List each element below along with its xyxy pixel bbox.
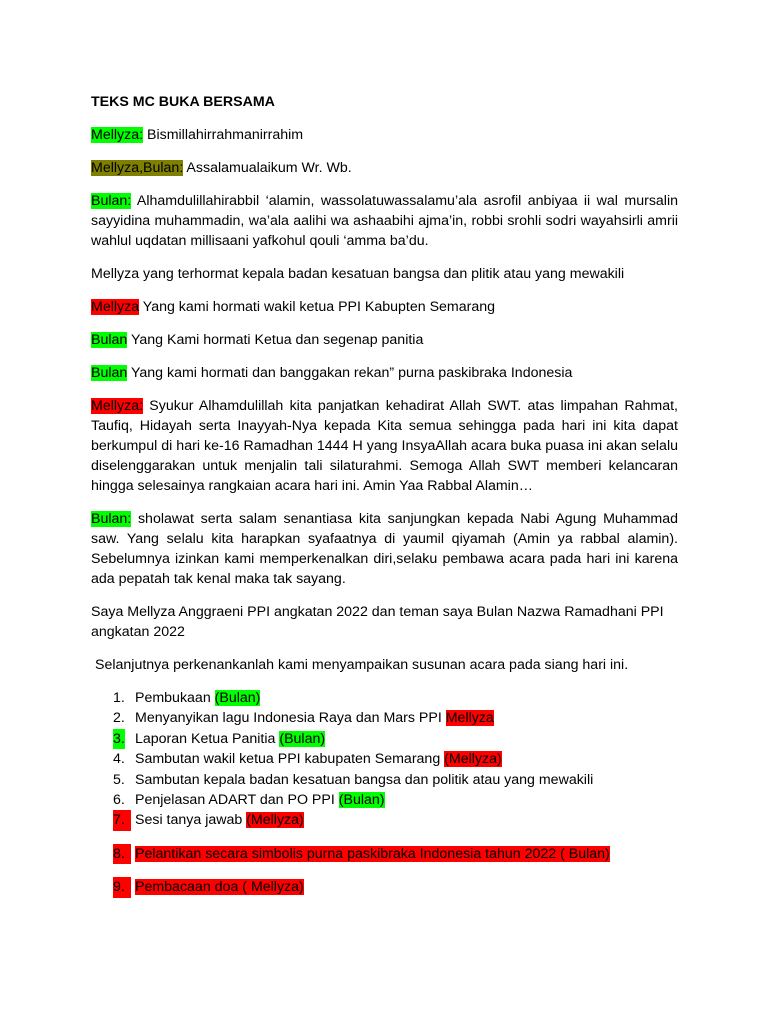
agenda-item xyxy=(91,749,678,769)
agenda-list xyxy=(91,688,678,898)
agenda-number: 3. xyxy=(113,729,125,749)
speaker-label: Bulan: xyxy=(91,511,132,527)
paragraph-sholawat xyxy=(91,509,678,589)
paragraph-text: Yang kami hormati dan banggakan rekan” purna paskibraka Indonesia xyxy=(127,365,573,381)
agenda-speaker-tag: (Mellyza) xyxy=(444,751,502,768)
paragraph-text: Assalamualaikum Wr. Wb. xyxy=(183,160,352,176)
agenda-number: 2. xyxy=(113,710,125,727)
agenda-item xyxy=(91,810,678,830)
document-title: TEKS MC BUKA BERSAMA xyxy=(91,94,275,110)
paragraph-introduction xyxy=(91,602,678,642)
paragraph-honor-2 xyxy=(91,297,678,317)
agenda-text: Pembukaan xyxy=(135,690,215,706)
speaker-label: Bulan xyxy=(91,332,128,348)
agenda-number: 7. xyxy=(113,810,131,830)
paragraph-text: Saya Mellyza Anggraeni PPI angkatan 2022 dan teman saya Bulan Nazwa Ramadhani PPI angkatan 2022 xyxy=(91,604,664,640)
agenda-number: 6. xyxy=(113,792,125,809)
speaker-label: Mellyza: xyxy=(91,127,144,143)
speaker-label: Mellyza: xyxy=(91,398,144,414)
speaker-label: Mellyza,Bulan: xyxy=(91,160,184,176)
agenda-text: Penjelasan ADART dan PO PPI xyxy=(135,792,339,809)
agenda-speaker-tag: (Mellyza) xyxy=(246,812,304,829)
agenda-text: Sesi tanya jawab xyxy=(135,812,247,829)
paragraph-text: sholawat serta salam senantiasa kita sanjungkan kepada Nabi Agung Muhammad saw. Yang selalu kita harapkan syafaatnya di yaumil qiyamah (Amin ya rabbal alamin). Sebelumnya izinkan kami memperkenalkan diri,selaku pembawa acara pada hari ini karena ada pepatah tak kenal maka tak sayang. xyxy=(91,511,678,587)
agenda-item xyxy=(91,688,678,708)
paragraph-greeting xyxy=(91,158,678,178)
agenda-item xyxy=(91,729,678,749)
agenda-item xyxy=(91,877,678,897)
paragraph-text: Syukur Alhamdulillah kita panjatkan kehadirat Allah SWT. atas limpahan Rahmat, Taufiq, Hidayah serta Inayyah-Nya kepada Kita semua sehingga pada hari ini kita dapat berkumpul di hari ke-16 Ramadhan 1444 H yang InsyaAllah acara buka puasa ini akan selalu diselenggarakan untuk menjalin tali silaturahmi. Semoga Allah SWT memberi kelancaran hingga selesainya rangkaian acara hari ini. Amin Yaa Rabbal Alamin… xyxy=(91,398,678,494)
agenda-number: 1. xyxy=(113,690,125,706)
paragraph-text: Mellyza yang terhormat kepala badan kesatuan bangsa dan plitik atau yang mewakili xyxy=(91,266,625,282)
agenda-text: Pembacaan doa ( Mellyza) xyxy=(135,879,304,896)
paragraph-text: Selanjutnya perkenankanlah kami menyampaikan susunan acara pada siang hari ini. xyxy=(95,657,629,673)
speaker-label: Bulan xyxy=(91,365,128,381)
agenda-text: Sambutan wakil ketua PPI kabupaten Semarang xyxy=(135,751,445,768)
agenda-item xyxy=(91,708,678,728)
paragraph-gratitude xyxy=(91,396,678,496)
agenda-number: 9. xyxy=(113,877,131,897)
agenda-number: 4. xyxy=(113,751,125,768)
agenda-speaker-tag: (Bulan) xyxy=(214,690,261,706)
paragraph-text: Yang Kami hormati Ketua dan segenap panitia xyxy=(127,332,424,348)
paragraph-text: Bismillahirrahmanirrahim xyxy=(143,127,304,143)
agenda-item xyxy=(91,844,678,864)
agenda-text: Laporan Ketua Panitia xyxy=(135,730,280,747)
agenda-item xyxy=(91,790,678,810)
speaker-label: Mellyza xyxy=(91,299,140,315)
paragraph-honor-1 xyxy=(91,264,678,284)
paragraph-honor-3 xyxy=(91,330,678,350)
paragraph-text: Alhamdulillahirabbil ‘alamin, wassolatuwassalamu’ala asrofil anbiyaa ii wal mursalin sayyidina muhammadin, wa’ala aalihi wa ashaabihi ajma’in, robbi srohli sodri wayahsirli amrii wahlul uqdatan millisaani yafkohul qouli ‘amma ba’du. xyxy=(91,193,678,249)
agenda-speaker-tag: (Bulan) xyxy=(338,792,385,809)
paragraph-agenda-intro xyxy=(91,655,678,675)
agenda-text: Menyanyikan lagu Indonesia Raya dan Mars PPI xyxy=(135,710,446,727)
agenda-speaker-tag: (Bulan) xyxy=(279,730,326,747)
paragraph-text: Yang kami hormati wakil ketua PPI Kabupten Semarang xyxy=(139,299,496,315)
speaker-label: Bulan: xyxy=(91,193,132,209)
agenda-text: Pelantikan secara simbolis purna paskibraka Indonesia tahun 2022 ( Bulan) xyxy=(135,845,610,862)
paragraph-honor-4 xyxy=(91,363,678,383)
agenda-text: Sambutan kepala badan kesatuan bangsa dan politik atau yang mewakili xyxy=(135,771,594,788)
agenda-speaker-tag: Mellyza xyxy=(445,710,494,727)
paragraph-prayer xyxy=(91,191,678,251)
document-page xyxy=(91,92,678,898)
agenda-number: 5. xyxy=(113,771,125,788)
agenda-number: 8. xyxy=(113,844,131,864)
agenda-item xyxy=(91,770,678,790)
paragraph-opening xyxy=(91,125,678,145)
